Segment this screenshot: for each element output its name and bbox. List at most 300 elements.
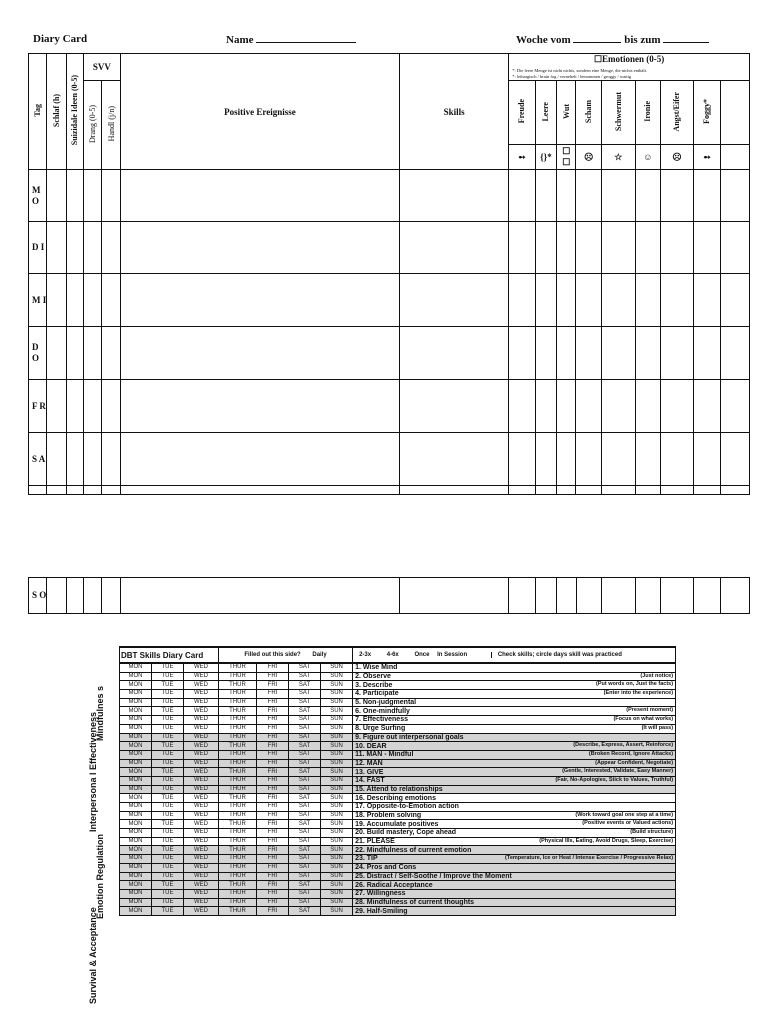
day-checkbox[interactable]: MON — [120, 907, 152, 916]
day-checkbox[interactable]: WED — [184, 881, 219, 890]
day-checkbox[interactable]: SUN — [321, 742, 353, 751]
entry-cell[interactable] — [557, 433, 576, 486]
day-checkbox[interactable]: WED — [184, 742, 219, 751]
day-checkbox[interactable]: MON — [120, 794, 152, 803]
day-checkbox[interactable]: WED — [184, 707, 219, 716]
day-checkbox[interactable]: SAT — [289, 707, 321, 716]
day-checkbox[interactable]: TUE — [152, 672, 184, 681]
day-checkbox[interactable]: SAT — [289, 855, 321, 864]
entry-cell[interactable] — [84, 170, 102, 222]
entry-cell[interactable] — [693, 380, 721, 433]
day-checkbox[interactable]: SUN — [321, 863, 353, 872]
day-checkbox[interactable]: WED — [184, 907, 219, 916]
day-checkbox[interactable]: SAT — [289, 820, 321, 829]
day-checkbox[interactable]: MON — [120, 750, 152, 759]
day-checkbox[interactable]: TUE — [152, 785, 184, 794]
day-checkbox[interactable]: TUE — [152, 733, 184, 742]
entry-cell[interactable] — [576, 327, 601, 380]
day-checkbox[interactable]: TUE — [152, 768, 184, 777]
entry-cell[interactable] — [601, 274, 635, 327]
entry-cell[interactable] — [557, 327, 576, 380]
day-checkbox[interactable]: WED — [184, 716, 219, 725]
entry-cell[interactable] — [47, 170, 66, 222]
day-checkbox[interactable]: MON — [120, 698, 152, 707]
day-checkbox[interactable]: SAT — [289, 898, 321, 907]
day-checkbox[interactable]: MON — [120, 872, 152, 881]
day-checkbox[interactable]: SAT — [289, 863, 321, 872]
entry-cell[interactable] — [400, 578, 509, 614]
day-checkbox[interactable]: TUE — [152, 898, 184, 907]
entry-cell[interactable] — [47, 327, 66, 380]
entry-cell[interactable] — [661, 327, 694, 380]
entry-cell[interactable] — [661, 578, 694, 614]
day-checkbox[interactable]: THUR — [219, 750, 257, 759]
day-checkbox[interactable]: THUR — [219, 776, 257, 785]
day-checkbox[interactable]: MON — [120, 881, 152, 890]
day-checkbox[interactable]: FRI — [257, 863, 289, 872]
day-checkbox[interactable]: WED — [184, 663, 219, 672]
day-checkbox[interactable]: FRI — [257, 672, 289, 681]
entry-cell[interactable] — [601, 327, 635, 380]
day-checkbox[interactable]: THUR — [219, 759, 257, 768]
entry-cell[interactable] — [602, 578, 636, 614]
entry-cell[interactable] — [576, 433, 601, 486]
day-checkbox[interactable]: TUE — [152, 837, 184, 846]
day-checkbox[interactable]: FRI — [257, 881, 289, 890]
entry-cell[interactable] — [102, 170, 120, 222]
entry-cell[interactable] — [47, 274, 66, 327]
day-checkbox[interactable]: SAT — [289, 724, 321, 733]
entry-cell[interactable] — [576, 274, 601, 327]
day-checkbox[interactable]: THUR — [219, 872, 257, 881]
entry-cell[interactable] — [102, 222, 120, 274]
entry-cell[interactable] — [576, 380, 601, 433]
day-checkbox[interactable]: WED — [184, 855, 219, 864]
day-checkbox[interactable]: WED — [184, 698, 219, 707]
day-checkbox[interactable]: THUR — [219, 837, 257, 846]
entry-cell[interactable] — [84, 222, 102, 274]
day-checkbox[interactable]: TUE — [152, 829, 184, 838]
day-checkbox[interactable]: MON — [120, 690, 152, 699]
day-checkbox[interactable]: SAT — [289, 742, 321, 751]
day-checkbox[interactable]: SAT — [289, 698, 321, 707]
entry-cell[interactable] — [66, 380, 83, 433]
entry-cell[interactable] — [66, 433, 83, 486]
day-checkbox[interactable]: THUR — [219, 733, 257, 742]
entry-cell[interactable] — [635, 274, 660, 327]
day-checkbox[interactable]: FRI — [257, 803, 289, 812]
entry-cell[interactable] — [635, 578, 660, 614]
day-checkbox[interactable]: TUE — [152, 690, 184, 699]
day-checkbox[interactable]: FRI — [257, 776, 289, 785]
day-checkbox[interactable]: TUE — [152, 889, 184, 898]
week-field[interactable] — [516, 33, 709, 46]
day-checkbox[interactable]: WED — [184, 837, 219, 846]
day-checkbox[interactable]: FRI — [257, 811, 289, 820]
entry-cell[interactable] — [601, 222, 635, 274]
day-checkbox[interactable]: SUN — [321, 872, 353, 881]
entry-cell[interactable] — [120, 380, 399, 433]
entry-cell[interactable] — [661, 170, 694, 222]
entry-cell[interactable] — [721, 327, 750, 380]
day-checkbox[interactable]: TUE — [152, 698, 184, 707]
entry-cell[interactable] — [400, 327, 509, 380]
day-checkbox[interactable]: MON — [120, 820, 152, 829]
day-checkbox[interactable]: WED — [184, 872, 219, 881]
entry-cell[interactable] — [102, 327, 120, 380]
day-checkbox[interactable]: SUN — [321, 837, 353, 846]
entry-cell[interactable] — [66, 327, 83, 380]
day-checkbox[interactable]: SAT — [289, 716, 321, 725]
day-checkbox[interactable]: FRI — [257, 768, 289, 777]
entry-cell[interactable] — [120, 170, 399, 222]
entry-cell[interactable] — [635, 380, 660, 433]
day-checkbox[interactable]: FRI — [257, 750, 289, 759]
day-checkbox[interactable]: MON — [120, 768, 152, 777]
entry-cell[interactable] — [120, 327, 399, 380]
day-checkbox[interactable]: THUR — [219, 846, 257, 855]
entry-cell[interactable] — [661, 222, 694, 274]
day-checkbox[interactable]: MON — [120, 803, 152, 812]
day-checkbox[interactable]: WED — [184, 863, 219, 872]
day-checkbox[interactable]: MON — [120, 785, 152, 794]
entry-cell[interactable] — [721, 170, 750, 222]
day-checkbox[interactable]: TUE — [152, 820, 184, 829]
entry-cell[interactable] — [66, 222, 83, 274]
day-checkbox[interactable]: WED — [184, 846, 219, 855]
day-checkbox[interactable]: THUR — [219, 707, 257, 716]
entry-cell[interactable] — [693, 170, 721, 222]
day-checkbox[interactable]: SAT — [289, 872, 321, 881]
day-checkbox[interactable]: TUE — [152, 716, 184, 725]
day-checkbox[interactable]: SAT — [289, 672, 321, 681]
day-checkbox[interactable]: SUN — [321, 724, 353, 733]
day-checkbox[interactable]: SUN — [321, 794, 353, 803]
day-checkbox[interactable]: FRI — [257, 872, 289, 881]
day-checkbox[interactable]: SAT — [289, 768, 321, 777]
day-checkbox[interactable]: SUN — [321, 768, 353, 777]
day-checkbox[interactable]: FRI — [257, 716, 289, 725]
entry-cell[interactable] — [576, 170, 601, 222]
day-checkbox[interactable]: FRI — [257, 707, 289, 716]
entry-cell[interactable] — [535, 578, 556, 614]
entry-cell[interactable] — [693, 222, 721, 274]
day-checkbox[interactable]: SAT — [289, 733, 321, 742]
day-checkbox[interactable]: SUN — [321, 811, 353, 820]
entry-cell[interactable] — [84, 578, 102, 614]
day-checkbox[interactable]: SAT — [289, 829, 321, 838]
day-checkbox[interactable]: TUE — [152, 803, 184, 812]
day-checkbox[interactable]: MON — [120, 898, 152, 907]
day-checkbox[interactable]: SUN — [321, 889, 353, 898]
entry-cell[interactable] — [721, 274, 750, 327]
day-checkbox[interactable]: SAT — [289, 881, 321, 890]
entry-cell[interactable] — [535, 222, 556, 274]
day-checkbox[interactable]: THUR — [219, 663, 257, 672]
day-checkbox[interactable]: TUE — [152, 863, 184, 872]
day-checkbox[interactable]: MON — [120, 776, 152, 785]
day-checkbox[interactable]: THUR — [219, 863, 257, 872]
freq-once[interactable]: Once — [414, 651, 430, 658]
day-checkbox[interactable]: MON — [120, 846, 152, 855]
day-checkbox[interactable]: SUN — [321, 759, 353, 768]
day-checkbox[interactable]: MON — [120, 707, 152, 716]
entry-cell[interactable] — [535, 274, 556, 327]
day-checkbox[interactable]: FRI — [257, 837, 289, 846]
entry-cell[interactable] — [635, 433, 660, 486]
day-checkbox[interactable]: FRI — [257, 690, 289, 699]
entry-cell[interactable] — [693, 578, 721, 614]
entry-cell[interactable] — [661, 274, 694, 327]
day-checkbox[interactable]: WED — [184, 724, 219, 733]
day-checkbox[interactable]: MON — [120, 829, 152, 838]
entry-cell[interactable] — [47, 222, 66, 274]
day-checkbox[interactable]: SUN — [321, 820, 353, 829]
day-checkbox[interactable]: MON — [120, 716, 152, 725]
entry-cell[interactable] — [84, 274, 102, 327]
day-checkbox[interactable]: MON — [120, 724, 152, 733]
day-checkbox[interactable]: TUE — [152, 872, 184, 881]
day-checkbox[interactable]: SAT — [289, 907, 321, 916]
day-checkbox[interactable]: SUN — [321, 733, 353, 742]
day-checkbox[interactable]: SUN — [321, 776, 353, 785]
day-checkbox[interactable]: SAT — [289, 794, 321, 803]
entry-cell[interactable] — [84, 433, 102, 486]
day-checkbox[interactable]: THUR — [219, 794, 257, 803]
entry-cell[interactable] — [66, 578, 83, 614]
entry-cell[interactable] — [535, 327, 556, 380]
day-checkbox[interactable]: WED — [184, 750, 219, 759]
day-checkbox[interactable]: FRI — [257, 785, 289, 794]
day-checkbox[interactable]: SUN — [321, 881, 353, 890]
entry-cell[interactable] — [557, 578, 576, 614]
entry-cell[interactable] — [509, 578, 536, 614]
entry-cell[interactable] — [509, 433, 536, 486]
day-checkbox[interactable]: MON — [120, 663, 152, 672]
entry-cell[interactable] — [400, 380, 509, 433]
day-checkbox[interactable]: THUR — [219, 742, 257, 751]
day-checkbox[interactable]: MON — [120, 811, 152, 820]
entry-cell[interactable] — [509, 327, 536, 380]
entry-cell[interactable] — [400, 274, 509, 327]
day-checkbox[interactable]: SUN — [321, 907, 353, 916]
day-checkbox[interactable]: WED — [184, 768, 219, 777]
day-checkbox[interactable]: FRI — [257, 681, 289, 690]
week-until-line[interactable] — [663, 33, 709, 43]
day-checkbox[interactable]: WED — [184, 672, 219, 681]
day-checkbox[interactable]: SUN — [321, 750, 353, 759]
day-checkbox[interactable]: TUE — [152, 759, 184, 768]
entry-cell[interactable] — [693, 433, 721, 486]
day-checkbox[interactable]: SUN — [321, 663, 353, 672]
entry-cell[interactable] — [400, 433, 509, 486]
day-checkbox[interactable]: WED — [184, 811, 219, 820]
entry-cell[interactable] — [557, 222, 576, 274]
entry-cell[interactable] — [400, 222, 509, 274]
day-checkbox[interactable]: THUR — [219, 716, 257, 725]
day-checkbox[interactable]: FRI — [257, 759, 289, 768]
entry-cell[interactable] — [120, 433, 399, 486]
entry-cell[interactable] — [601, 433, 635, 486]
day-checkbox[interactable]: MON — [120, 681, 152, 690]
day-checkbox[interactable]: WED — [184, 759, 219, 768]
entry-cell[interactable] — [721, 380, 750, 433]
day-checkbox[interactable]: FRI — [257, 829, 289, 838]
day-checkbox[interactable]: TUE — [152, 811, 184, 820]
day-checkbox[interactable]: THUR — [219, 907, 257, 916]
entry-cell[interactable] — [47, 433, 66, 486]
day-checkbox[interactable]: SUN — [321, 846, 353, 855]
day-checkbox[interactable]: TUE — [152, 742, 184, 751]
day-checkbox[interactable]: FRI — [257, 889, 289, 898]
day-checkbox[interactable]: THUR — [219, 681, 257, 690]
day-checkbox[interactable]: FRI — [257, 898, 289, 907]
day-checkbox[interactable]: WED — [184, 776, 219, 785]
day-checkbox[interactable]: TUE — [152, 681, 184, 690]
entry-cell[interactable] — [601, 380, 635, 433]
day-checkbox[interactable]: MON — [120, 855, 152, 864]
day-checkbox[interactable]: TUE — [152, 750, 184, 759]
day-checkbox[interactable]: SAT — [289, 663, 321, 672]
entry-cell[interactable] — [635, 327, 660, 380]
day-checkbox[interactable]: SUN — [321, 785, 353, 794]
entry-cell[interactable] — [102, 380, 120, 433]
entry-cell[interactable] — [509, 274, 536, 327]
day-checkbox[interactable]: WED — [184, 681, 219, 690]
day-checkbox[interactable]: THUR — [219, 889, 257, 898]
day-checkbox[interactable]: THUR — [219, 829, 257, 838]
entry-cell[interactable] — [102, 433, 120, 486]
day-checkbox[interactable]: THUR — [219, 690, 257, 699]
day-checkbox[interactable]: THUR — [219, 898, 257, 907]
day-checkbox[interactable]: TUE — [152, 881, 184, 890]
day-checkbox[interactable]: SUN — [321, 707, 353, 716]
day-checkbox[interactable]: WED — [184, 829, 219, 838]
day-checkbox[interactable]: THUR — [219, 855, 257, 864]
day-checkbox[interactable]: MON — [120, 863, 152, 872]
entry-cell[interactable] — [721, 433, 750, 486]
entry-cell[interactable] — [576, 222, 601, 274]
day-checkbox[interactable]: FRI — [257, 794, 289, 803]
day-checkbox[interactable]: MON — [120, 742, 152, 751]
entry-cell[interactable] — [66, 170, 83, 222]
day-checkbox[interactable]: WED — [184, 785, 219, 794]
day-checkbox[interactable]: THUR — [219, 785, 257, 794]
day-checkbox[interactable]: MON — [120, 889, 152, 898]
day-checkbox[interactable]: SAT — [289, 759, 321, 768]
day-checkbox[interactable]: FRI — [257, 698, 289, 707]
day-checkbox[interactable]: THUR — [219, 820, 257, 829]
day-checkbox[interactable]: FRI — [257, 846, 289, 855]
day-checkbox[interactable]: WED — [184, 733, 219, 742]
day-checkbox[interactable]: SUN — [321, 829, 353, 838]
day-checkbox[interactable]: THUR — [219, 724, 257, 733]
entry-cell[interactable] — [120, 274, 399, 327]
day-checkbox[interactable]: MON — [120, 733, 152, 742]
week-from-line[interactable] — [573, 33, 621, 43]
day-checkbox[interactable]: TUE — [152, 663, 184, 672]
day-checkbox[interactable]: SUN — [321, 855, 353, 864]
day-checkbox[interactable]: SUN — [321, 672, 353, 681]
day-checkbox[interactable]: SAT — [289, 681, 321, 690]
entry-cell[interactable] — [557, 274, 576, 327]
entry-cell[interactable] — [509, 380, 536, 433]
day-checkbox[interactable]: TUE — [152, 846, 184, 855]
day-checkbox[interactable]: TUE — [152, 724, 184, 733]
entry-cell[interactable] — [120, 578, 399, 614]
day-checkbox[interactable]: WED — [184, 889, 219, 898]
freq-in-session[interactable]: In Session — [437, 651, 468, 658]
day-checkbox[interactable]: SUN — [321, 690, 353, 699]
entry-cell[interactable] — [601, 170, 635, 222]
day-checkbox[interactable]: SUN — [321, 681, 353, 690]
day-checkbox[interactable]: THUR — [219, 803, 257, 812]
entry-cell[interactable] — [576, 578, 601, 614]
entry-cell[interactable] — [721, 578, 750, 614]
name-line[interactable] — [256, 33, 356, 43]
day-checkbox[interactable]: THUR — [219, 811, 257, 820]
day-checkbox[interactable]: FRI — [257, 724, 289, 733]
entry-cell[interactable] — [509, 170, 536, 222]
day-checkbox[interactable]: WED — [184, 794, 219, 803]
entry-cell[interactable] — [693, 274, 721, 327]
entry-cell[interactable] — [635, 170, 660, 222]
entry-cell[interactable] — [400, 170, 509, 222]
day-checkbox[interactable]: SAT — [289, 785, 321, 794]
entry-cell[interactable] — [535, 380, 556, 433]
day-checkbox[interactable]: FRI — [257, 733, 289, 742]
day-checkbox[interactable]: SUN — [321, 898, 353, 907]
day-checkbox[interactable]: TUE — [152, 907, 184, 916]
day-checkbox[interactable]: MON — [120, 837, 152, 846]
entry-cell[interactable] — [535, 170, 556, 222]
day-checkbox[interactable]: FRI — [257, 855, 289, 864]
entry-cell[interactable] — [557, 170, 576, 222]
day-checkbox[interactable]: SAT — [289, 837, 321, 846]
day-checkbox[interactable]: WED — [184, 803, 219, 812]
day-checkbox[interactable]: SUN — [321, 698, 353, 707]
entry-cell[interactable] — [84, 380, 102, 433]
freq-2-3x[interactable]: 2-3x — [359, 651, 372, 658]
name-field[interactable] — [226, 33, 356, 46]
day-checkbox[interactable]: THUR — [219, 881, 257, 890]
day-checkbox[interactable]: MON — [120, 672, 152, 681]
day-checkbox[interactable]: THUR — [219, 698, 257, 707]
entry-cell[interactable] — [509, 222, 536, 274]
day-checkbox[interactable]: TUE — [152, 707, 184, 716]
day-checkbox[interactable]: TUE — [152, 776, 184, 785]
day-checkbox[interactable]: SUN — [321, 716, 353, 725]
entry-cell[interactable] — [661, 433, 694, 486]
day-checkbox[interactable]: SUN — [321, 803, 353, 812]
day-checkbox[interactable]: WED — [184, 898, 219, 907]
day-checkbox[interactable]: SAT — [289, 690, 321, 699]
day-checkbox[interactable]: SAT — [289, 803, 321, 812]
day-checkbox[interactable]: TUE — [152, 855, 184, 864]
entry-cell[interactable] — [66, 274, 83, 327]
day-checkbox[interactable]: SAT — [289, 889, 321, 898]
entry-cell[interactable] — [84, 327, 102, 380]
day-checkbox[interactable]: WED — [184, 690, 219, 699]
day-checkbox[interactable]: TUE — [152, 794, 184, 803]
entry-cell[interactable] — [557, 380, 576, 433]
day-checkbox[interactable]: FRI — [257, 820, 289, 829]
day-checkbox[interactable]: WED — [184, 820, 219, 829]
entry-cell[interactable] — [102, 578, 120, 614]
day-checkbox[interactable]: SAT — [289, 811, 321, 820]
entry-cell[interactable] — [102, 274, 120, 327]
day-checkbox[interactable]: MON — [120, 759, 152, 768]
